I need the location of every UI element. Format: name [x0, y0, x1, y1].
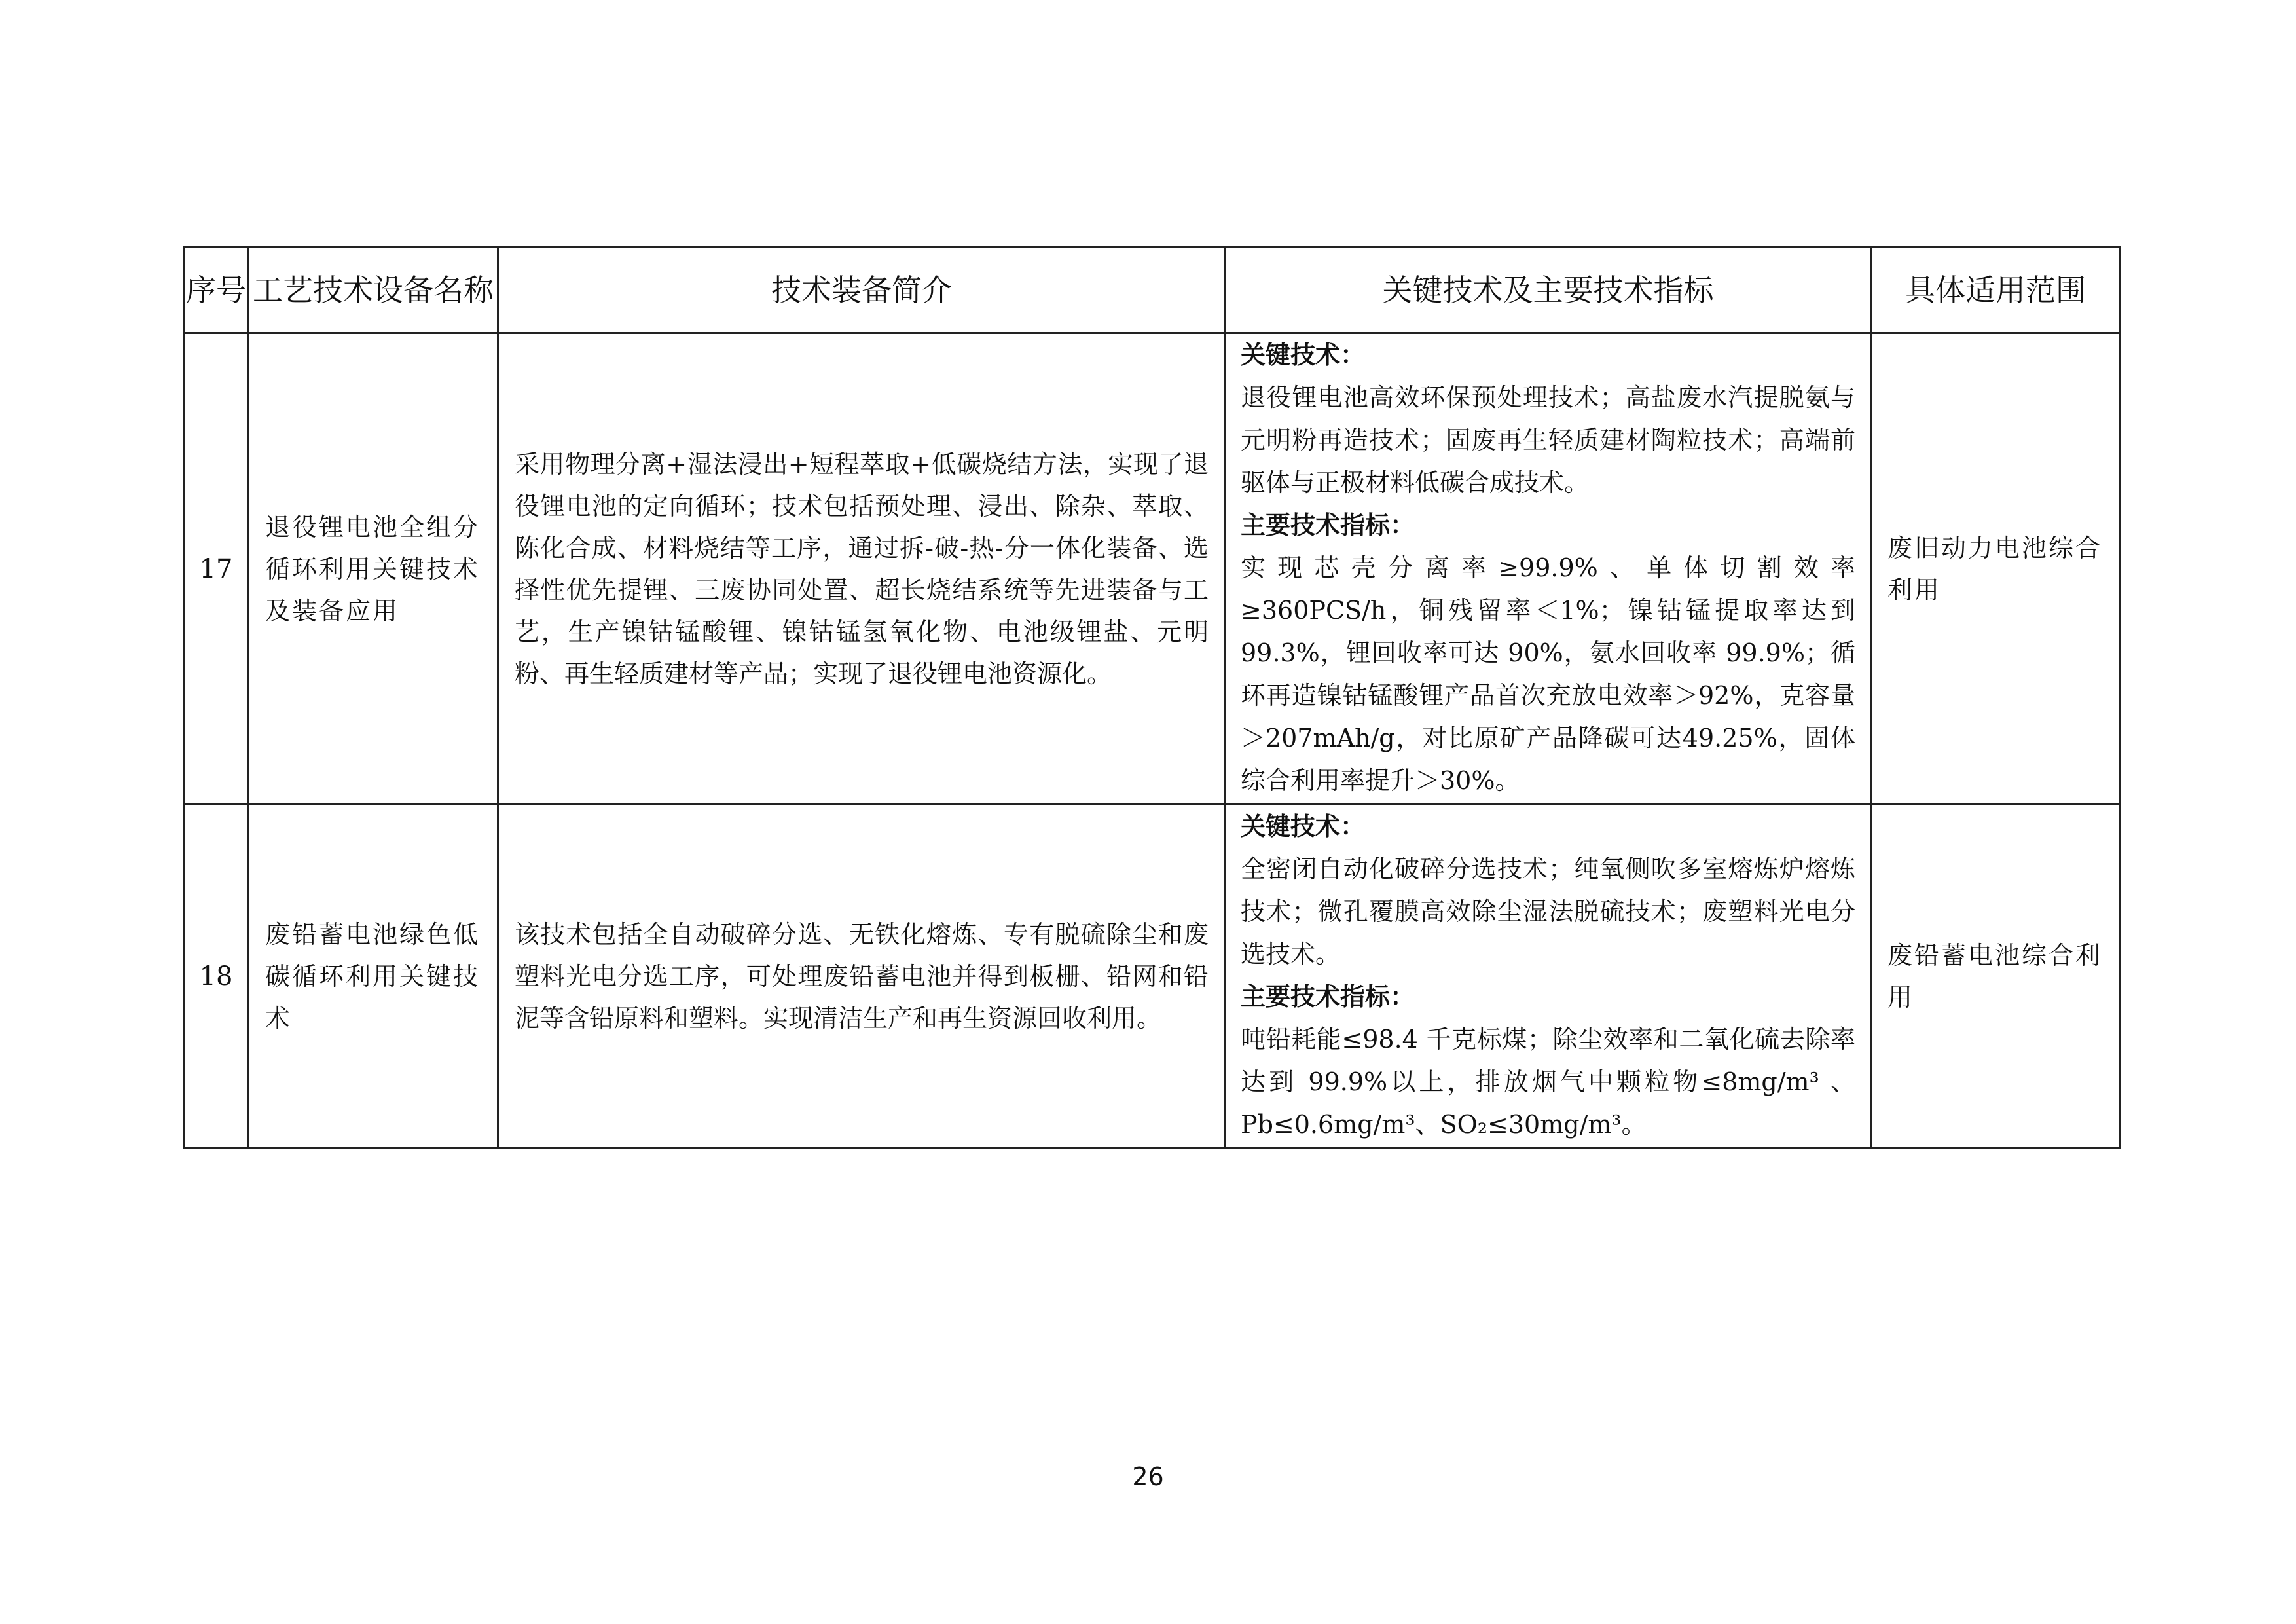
key-tech-text: 退役锂电池高效环保预处理技术；高盐废水汽提脱氨与元明粉再造技术；固废再生轻质建材陶粒技术；高端前驱体与正极材料低碳合成技术。: [1241, 383, 1855, 497]
row-seq: 18: [184, 805, 249, 1149]
row-key-tech: [1226, 805, 1871, 1149]
row-key-tech: [1226, 333, 1871, 805]
row-scope: 废旧动力电池综合利用: [1871, 333, 2121, 805]
header-seq: 序号: [184, 248, 249, 333]
key-tech-heading: 关键技术：: [1241, 341, 1366, 369]
table-row: [184, 805, 2121, 1149]
row-scope: 废铅蓄电池综合利用: [1871, 805, 2121, 1149]
technology-table: [183, 246, 2121, 1149]
row-intro: 采用物理分离+湿法浸出+短程萃取+低碳烧结方法，实现了退役锂电池的定向循环；技术包括预处理、浸出、除杂、萃取、陈化合成、材料烧结等工序，通过拆-破-热-分一体化装备、选择性优先提锂、三废协同处置、超长烧结系统等先进装备与工艺，生产镍钴锰酸锂、镍钴锰氢氧化物、电池级锂盐、元明粉、再生轻质建材等产品；实现了退役锂电池资源化。: [498, 333, 1226, 805]
row-name: 废铅蓄电池绿色低碳循环利用关键技术: [249, 805, 498, 1149]
indicator-text: 吨铅耗能≤98.4 千克标煤；除尘效率和二氧化硫去除率达到 99.9%以上，排放烟气中颗粒物≤8mg/m³ 、Pb≤0.6mg/m³、SO₂≤30mg/m³。: [1241, 1025, 1855, 1139]
header-name: 工艺技术设备名称: [249, 248, 498, 333]
key-tech-text: 全密闭自动化破碎分选技术；纯氧侧吹多室熔炼炉熔炼技术；微孔覆膜高效除尘湿法脱硫技术；废塑料光电分选技术。: [1241, 855, 1855, 969]
table-header-row: [184, 248, 2121, 333]
header-key-tech: 关键技术及主要技术指标: [1226, 248, 1871, 333]
indicator-heading: 主要技术指标：: [1241, 511, 1415, 540]
row-intro: 该技术包括全自动破碎分选、无铁化熔炼、专有脱硫除尘和废塑料光电分选工序，可处理废铅蓄电池并得到板栅、铅网和铅泥等含铅原料和塑料。实现清洁生产和再生资源回收利用。: [498, 805, 1226, 1149]
indicator-text: 实现芯壳分离率≥99.9%、单体切割效率≥360PCS/h，铜残留率＜1%；镍钴锰提取率达到99.3%，锂回收率可达 90%，氨水回收率 99.9%；循环再造镍钴锰酸锂产品首次充放电效率＞92%，克容量＞207mAh/g，对比原矿产品降碳可达49.25%，固体综合利用率提升＞30%。: [1241, 553, 1855, 795]
table-row: [184, 333, 2121, 805]
row-seq: 17: [184, 333, 249, 805]
header-scope: 具体适用范围: [1871, 248, 2121, 333]
row-name: 退役锂电池全组分循环利用关键技术及装备应用: [249, 333, 498, 805]
page-number: 26: [1132, 1462, 1164, 1491]
indicator-heading: 主要技术指标：: [1241, 982, 1415, 1011]
header-intro: 技术装备简介: [498, 248, 1226, 333]
key-tech-heading: 关键技术：: [1241, 812, 1366, 841]
